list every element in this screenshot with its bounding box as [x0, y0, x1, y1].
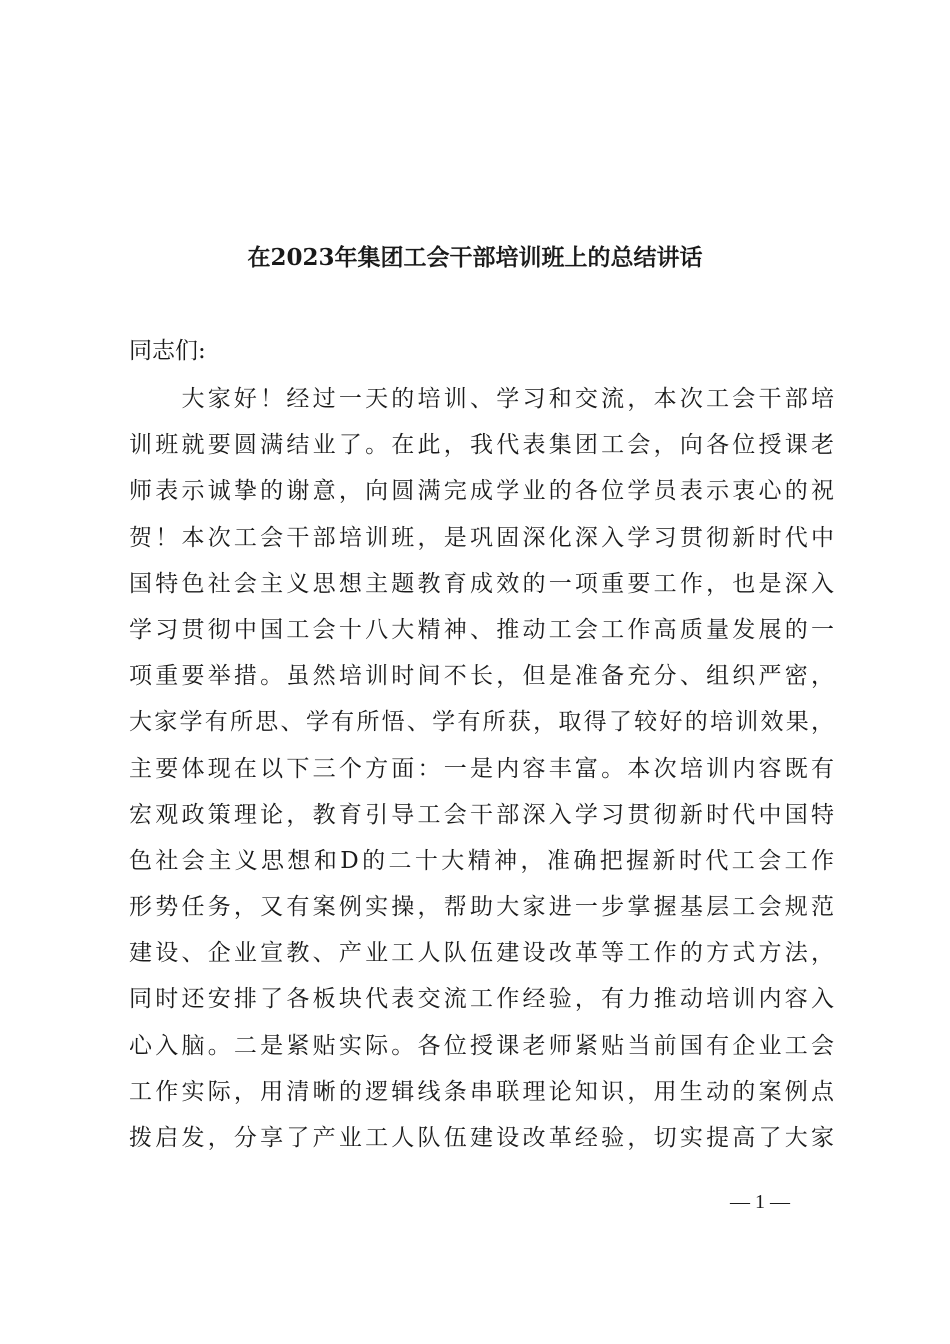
body-line: 贺！本次工会干部培训班，是巩固深化深入学习贯彻新时代中	[129, 524, 834, 551]
body-line: 心入脑。二是紧贴实际。各位授课老师紧贴当前国有企业工会	[129, 1032, 834, 1059]
body-line: 拨启发，分享了产业工人队伍建设改革经验，切实提高了大家	[129, 1125, 834, 1151]
body-line: 大家好！经过一天的培训、学习和交流，本次工会干部培	[129, 386, 834, 412]
body-line: 学习贯彻中国工会十八大精神、推动工会工作高质量发展的一	[129, 616, 834, 643]
body-line: 师表示诚挚的谢意，向圆满完成学业的各位学员表示衷心的祝	[129, 478, 834, 505]
body-line: 主要体现在以下三个方面：一是内容丰富。本次培训内容既有	[129, 755, 834, 782]
body-line: 建设、企业宣教、产业工人队伍建设改革等工作的方式方法，	[129, 940, 834, 967]
body-line: 工作实际，用清晰的逻辑线条串联理论知识，用生动的案例点	[129, 1078, 834, 1105]
body-line: 大家学有所思、学有所悟、学有所获，取得了较好的培训效果，	[129, 709, 834, 736]
body-line: 项重要举措。虽然培训时间不长，但是准备充分、组织严密，	[129, 663, 834, 690]
body-line: 宏观政策理论，教育引导工会干部深入学习贯彻新时代中国特	[129, 801, 834, 828]
body-line: 色社会主义思想和D的二十大精神，准确把握新时代工会工作	[129, 847, 834, 874]
salutation: 同志们:	[129, 338, 206, 364]
body-line: 训班就要圆满结业了。在此，我代表集团工会，向各位授课老	[129, 432, 834, 459]
document-title: 在2023年集团工会干部培训班上的总结讲话	[247, 244, 703, 271]
body-text	[129, 376, 834, 1161]
body-line: 形势任务，又有案例实操，帮助大家进一步掌握基层工会规范	[129, 894, 834, 921]
page-number: — 1 —	[730, 1191, 790, 1213]
body-line: 同时还安排了各板块代表交流工作经验，有力推动培训内容入	[129, 986, 834, 1013]
body-line: 国特色社会主义思想主题教育成效的一项重要工作，也是深入	[129, 570, 834, 597]
